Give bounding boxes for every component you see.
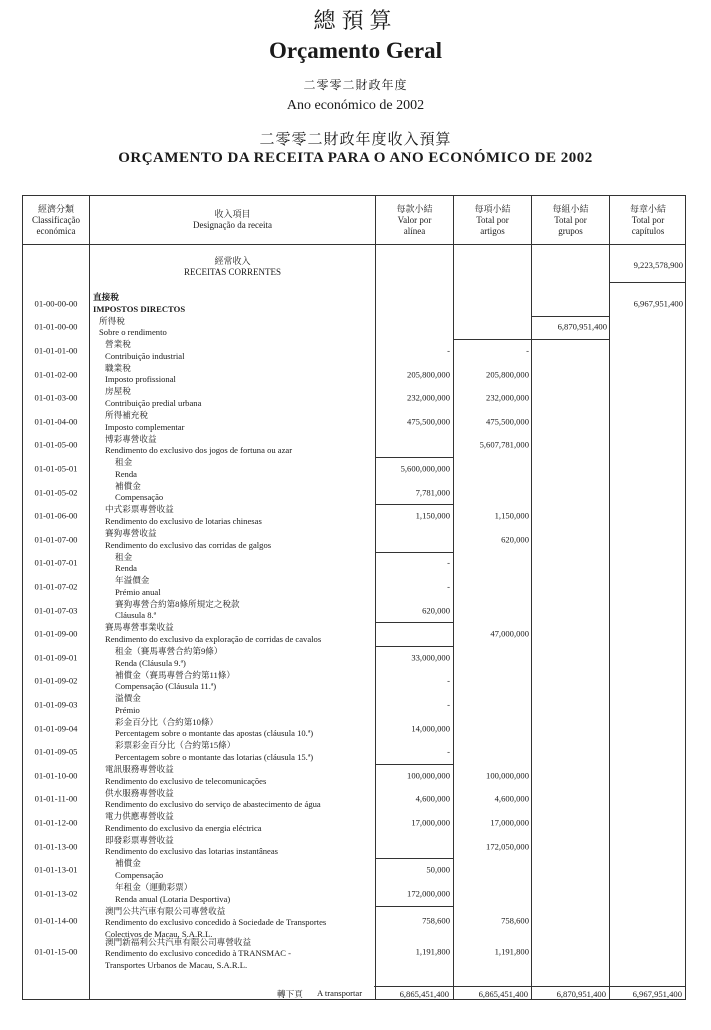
row-designation: 年溢價金 Prémio anual (115, 575, 161, 597)
row-value-artigos: 232,000,000 (486, 392, 529, 403)
table-row (23, 740, 685, 764)
row-code: 01-01-05-02 (34, 486, 78, 497)
row-designation: 彩票彩金百分比（合約第15條） Percentagem sobre o montante das lotarias (cláusula 15.ª) (115, 740, 314, 762)
row-code: 01-01-13-00 (34, 840, 78, 851)
carry-forward-capitulos: 6,967,951,400 (632, 989, 682, 999)
row-value-alinea: 172,000,000 (407, 888, 450, 899)
row-designation: 租金 Renda (115, 457, 137, 479)
row-value-artigos: 172,050,000 (486, 840, 529, 851)
row-value-capitulos: 6,967,951,400 (633, 298, 683, 309)
row-value-artigos: - (526, 345, 529, 356)
row-designation: 所得補充稅 Imposto complementar (105, 410, 185, 432)
row-value-artigos: 205,800,000 (486, 368, 529, 379)
carry-forward-grupos: 6,870,951,400 (556, 989, 606, 999)
table-row (23, 717, 685, 741)
row-value-alinea: 1,150,000 (415, 510, 450, 521)
row-designation: 所得稅 Sobre o rendimento (99, 315, 167, 338)
header-classification: 經濟分類 Classificação económica (32, 203, 80, 236)
table-row (23, 937, 685, 968)
row-designation: 補償金 Compensação (115, 858, 164, 880)
row-code: 01-01-07-02 (34, 581, 78, 592)
row-value-alinea: 100,000,000 (407, 770, 450, 781)
row-designation: 房屋稅 Contribuição predial urbana (105, 386, 202, 408)
header-valor-alinea: 每款小結 Valor por alínea (396, 203, 433, 236)
row-designation: 職業稅 Imposto profissional (105, 362, 176, 385)
row-code: 01-00-00-00 (34, 298, 78, 309)
row-value-alinea: 33,000,000 (411, 652, 450, 663)
row-value-artigos: 1,150,000 (494, 510, 529, 521)
table-row (23, 788, 685, 812)
row-value-alinea: 1,191,800 (415, 946, 450, 957)
row-designation: 電力供應專營收益 Rendimento do exclusivo da energia eléctrica (105, 811, 262, 833)
row-code: 01-01-01-00 (34, 345, 78, 356)
table-row (23, 552, 685, 576)
table-row (23, 811, 685, 835)
row-value-alinea: 17,000,000 (411, 817, 450, 828)
table-row (23, 410, 685, 434)
table-row (23, 457, 685, 481)
row-value-alinea: 4,600,000 (415, 793, 450, 804)
carry-forward-alinea: 6,865,451,400 (399, 989, 449, 999)
row-code: 01-01-07-00 (34, 534, 78, 545)
row-code: 01-01-09-01 (34, 652, 78, 663)
row-code: 01-01-12-00 (34, 817, 78, 828)
row-designation: 補償金（賽馬專營合約第11條） Compensação (Cláusula 11.ª) (115, 669, 235, 692)
row-value-alinea: - (447, 345, 450, 356)
row-value-alinea: 14,000,000 (411, 722, 450, 733)
row-value-artigos: 100,000,000 (486, 770, 529, 781)
carry-forward-label-zh: 轉下頁 (277, 989, 303, 999)
row-code: 01-01-03-00 (34, 392, 78, 403)
row-value-alinea: - (447, 699, 450, 710)
row-code: 01-01-09-02 (34, 675, 78, 686)
fiscal-year-chinese: 二零零二財政年度 (303, 78, 408, 92)
header-total-artigos: 每項小結 Total por artigos (474, 203, 511, 236)
row-value-artigos: 475,500,000 (486, 416, 529, 427)
row-value-alinea: 205,800,000 (407, 368, 450, 379)
carry-forward-row (22, 986, 686, 1000)
row-value-artigos: 1,191,800 (494, 946, 529, 957)
row-designation: 即發彩票專營收益 Rendimento do exclusivo das lotarias instantâneas (105, 834, 279, 857)
row-code: 01-01-09-04 (34, 722, 78, 733)
table-row (23, 386, 685, 410)
row-code: 01-01-13-02 (34, 888, 78, 899)
table-row (23, 835, 685, 859)
header-total-grupos: 每組小結 Total por grupos (552, 203, 589, 236)
row-value-alinea: 7,781,000 (415, 486, 450, 497)
header-total-capitulos: 每章小結 Total por capítulos (629, 203, 666, 236)
row-designation: 賽狗專營合約第8條所規定之稅款 Cláusula 8.ª (115, 598, 240, 621)
table-row (23, 670, 685, 694)
row-code: 01-01-05-00 (34, 439, 78, 450)
carry-forward-label-pt: A transportar (317, 988, 363, 998)
row-code: 01-01-09-00 (34, 628, 78, 639)
row-designation: 博彩專營收益 Rendimento do exclusivo dos jogos de fortuna ou azar (105, 433, 293, 456)
row-code: 01-01-11-00 (34, 793, 78, 804)
row-designation: 直接稅 IMPOSTOS DIRECTOS (93, 292, 186, 314)
row-designation: 彩金百分比（合約第10條） Percentagem sobre o montante das apostas (cláusula 10.ª) (115, 716, 314, 739)
header-designation: 收入項目 Designação da receita (193, 209, 272, 230)
row-code: 01-01-04-00 (34, 416, 78, 427)
table-row (23, 575, 685, 599)
table-row (23, 646, 685, 670)
row-code: 01-01-05-01 (34, 463, 78, 474)
current-revenue-total: 9,223,578,900 (633, 260, 683, 270)
row-designation: 供水服務專營收益 Rendimento do exclusivo do serviço de abastecimento de água (105, 787, 321, 810)
row-designation: 補償金 Compensação (115, 480, 164, 503)
table-row (23, 599, 685, 623)
title-chinese: 總預算 (313, 8, 398, 33)
row-value-artigos: 4,600,000 (494, 793, 529, 804)
table-row (23, 363, 685, 387)
section-title-chinese: 二零零二財政年度收入預算 (259, 132, 452, 148)
row-value-artigos: 5,607,781,000 (479, 439, 529, 450)
table-row (23, 858, 685, 882)
row-value-artigos: 47,000,000 (490, 628, 529, 639)
row-designation: 中式彩票專營收益 Rendimento do exclusivo de lotarias chinesas (105, 504, 262, 526)
row-value-artigos: 17,000,000 (490, 817, 529, 828)
row-designation: 營業稅 Contribuição industrial (105, 339, 185, 361)
row-value-alinea: - (447, 746, 450, 757)
section-title-portuguese: ORÇAMENTO DA RECEITA PARA O ANO ECONÓMICO DE 2002 (118, 150, 593, 166)
table-row (23, 764, 685, 788)
table-row (23, 434, 685, 458)
row-designation: 賽狗專營收益 Rendimento do exclusivo das corridas de galgos (105, 528, 272, 550)
table-row (23, 906, 685, 937)
row-designation: 租金 Renda (115, 551, 137, 574)
row-code: 01-01-07-03 (34, 604, 78, 615)
row-designation: 溢價金 Prémio (115, 693, 141, 715)
table-row (23, 339, 685, 363)
row-code: 01-01-15-00 (34, 946, 78, 957)
row-value-alinea: - (447, 581, 450, 592)
row-code: 01-01-02-00 (34, 368, 78, 379)
row-value-alinea: 50,000 (426, 864, 450, 875)
row-code: 01-01-13-01 (34, 864, 78, 875)
row-value-alinea: - (447, 557, 450, 568)
budget-table (22, 195, 686, 1000)
row-value-alinea: 758,600 (422, 915, 450, 926)
row-designation: 租金（賽馬專營合約第9條） Renda (Cláusula 9.ª) (115, 646, 223, 668)
row-designation: 年租金（運動彩票） Renda anual (Lotaria Desportiva) (115, 882, 231, 904)
row-code: 01-01-07-01 (34, 557, 78, 568)
row-value-alinea: 475,500,000 (407, 416, 450, 427)
row-value-alinea: 232,000,000 (407, 392, 450, 403)
title-portuguese: Orçamento Geral (268, 38, 443, 63)
row-designation: 澳門新福利公共汽車有限公司專營收益 Rendimento do exclusivo concedido à TRANSMAC - Transportes Urbanos de Macau, S.A.R.L. (105, 936, 292, 970)
row-designation: 電訊服務專營收益 Rendimento do exclusivo de telecomunicações (105, 764, 267, 786)
row-designation: 賽馬專營事業收益 Rendimento do exclusivo da exploração de corridas de cavalos (105, 622, 322, 644)
table-row (23, 481, 685, 505)
row-value-alinea: 620,000 (422, 604, 450, 615)
row-code: 01-01-09-03 (34, 699, 78, 710)
row-code: 01-01-14-00 (34, 915, 78, 926)
fiscal-year-portuguese: Ano económico de 2002 (286, 98, 425, 113)
carry-forward-artigos: 6,865,451,400 (478, 989, 528, 999)
table-row (23, 316, 685, 340)
row-designation: 澳門公共汽車有限公司專營收益 Rendimento do exclusivo concedido à Sociedade de Transportes Colectivos de Macau, S.A.R.L. (105, 905, 327, 939)
row-value-artigos: 620,000 (501, 534, 529, 545)
row-value-grupos: 6,870,951,400 (557, 321, 607, 332)
row-value-alinea: 5,600,000,000 (400, 463, 450, 474)
current-revenue-heading: 經常收入 RECEITAS CORRENTES (183, 256, 282, 277)
table-row (23, 528, 685, 552)
row-code: 01-01-06-00 (34, 510, 78, 521)
table-row (23, 292, 685, 316)
row-value-alinea: - (447, 675, 450, 686)
row-value-artigos: 758,600 (501, 915, 529, 926)
table-row (23, 882, 685, 906)
table-row (23, 504, 685, 528)
row-code: 01-01-10-00 (34, 770, 78, 781)
table-row (23, 622, 685, 646)
table-row (23, 693, 685, 717)
row-code: 01-01-09-05 (34, 746, 78, 757)
row-code: 01-01-00-00 (34, 321, 78, 332)
